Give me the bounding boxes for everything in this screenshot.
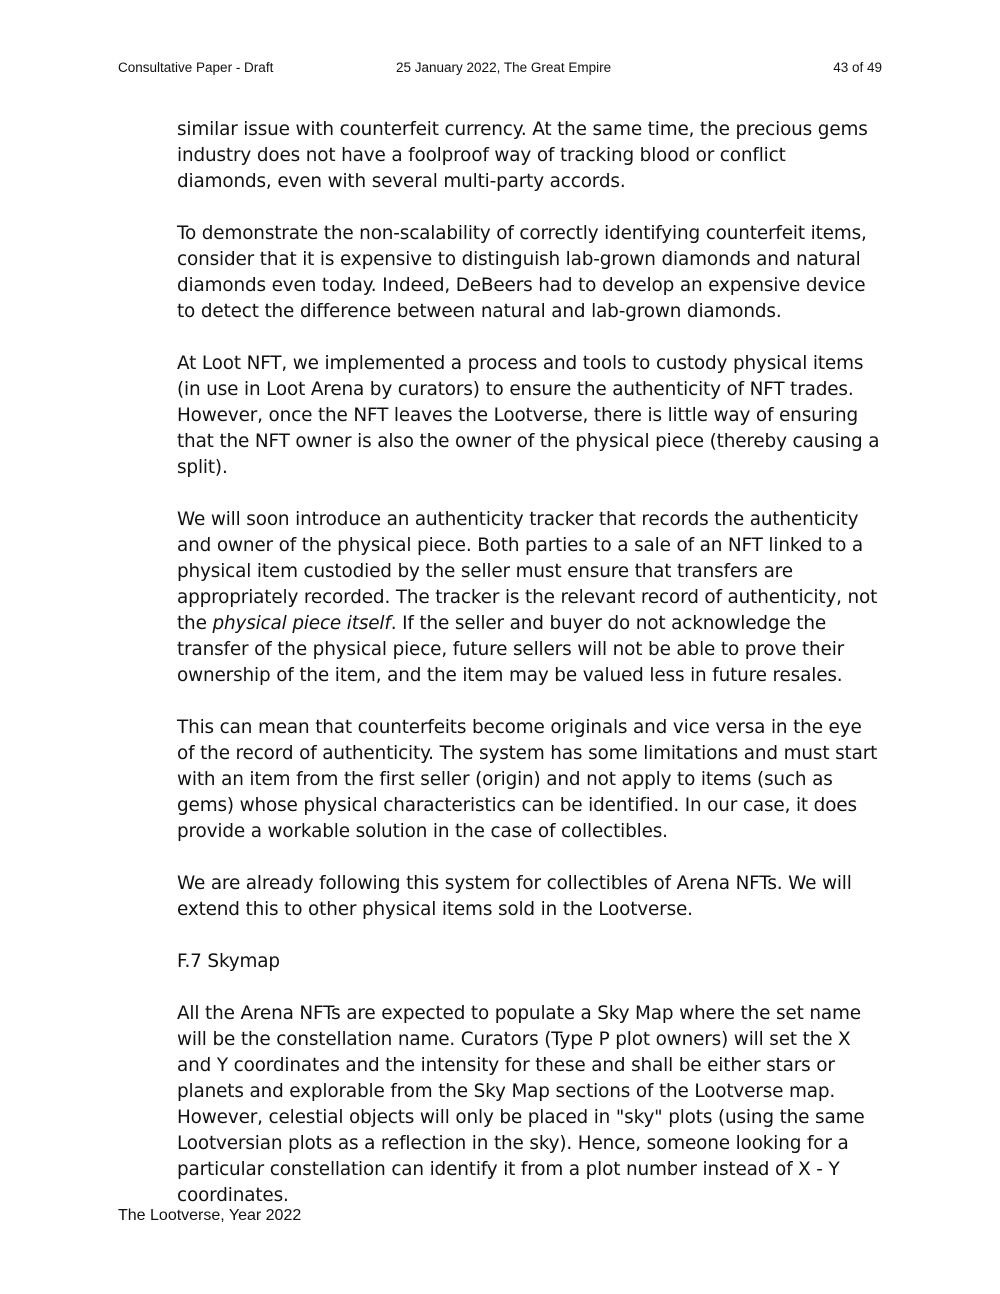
header-date-location: 25 January 2022, The Great Empire bbox=[396, 60, 612, 75]
paragraph-sky-map: All the Arena NFTs are expected to populate a Sky Map where the set name will be the constellation name. Curators (Type P plot owners) will set the X and Y coordinates and the intensity for these and shall be either stars or planets and explorable from the Sky Map sections of the Lootverse map. However, celestial objects will only be placed in "sky" plots (using the same Lootversian plots as a reflection in the sky). Hence, someone looking for a particular constellation can identify it from a plot number instead of X - Y coordinates. bbox=[177, 1003, 865, 1206]
paragraph-counterfeit-currency: similar issue with counterfeit currency. At the same time, the precious gems industry does not have a foolproof way of tracking blood or conflict diamonds, even with several multi-party accords. bbox=[177, 119, 868, 192]
paragraph-lab-grown-diamonds: To demonstrate the non-scalability of correctly identifying counterfeit items, consider that it is expensive to distinguish lab-grown diamonds and natural diamonds even today. Indeed, DeBeers had to develop an expensive device to detect the difference between natural and lab-grown diamonds. bbox=[177, 223, 867, 322]
section-heading-skymap: F.7 Skymap bbox=[177, 951, 280, 972]
page-footer: The Lootverse, Year 2022 bbox=[118, 1207, 302, 1224]
italic-emphasis: physical piece itself bbox=[212, 613, 391, 634]
header-page-number: 43 of 49 bbox=[833, 60, 882, 75]
paragraph-text: . If the seller and buyer do not acknowledge the transfer of the physical piece, future sellers will not be able to prove their ownership of the item, and the item may be valued less in future resales. bbox=[177, 613, 845, 686]
paragraph-text: We will soon introduce an authenticity tracker that records the authenticity and owner of the physical piece. Both parties to a sale of an NFT linked to a physical item custodied by the seller must ensure that transfers are appropriately recorded. The tracker is the relevant record of authenticity, not the bbox=[177, 509, 878, 634]
page-header bbox=[118, 59, 882, 77]
paragraph-record-of-authenticity: This can mean that counterfeits become originals and vice versa in the eye of the record of authenticity. The system has some limitations and must start with an item from the first seller (origin) and not apply to items (such as gems) whose physical characteristics can be identified. In our case, it does provide a workable solution in the case of collectibles. bbox=[177, 717, 878, 842]
document-body bbox=[177, 117, 883, 1235]
paragraph-authenticity-tracker bbox=[177, 507, 883, 689]
paragraph-loot-nft-custody: At Loot NFT, we implemented a process and tools to custody physical items (in use in Loot Arena by curators) to ensure the authenticity of NFT trades. However, once the NFT leaves the Lootverse, there is little way of ensuring that the NFT owner is also the owner of the physical piece (thereby causing a split). bbox=[177, 353, 880, 478]
paragraph-arena-collectibles: We are already following this system for collectibles of Arena NFTs. We will extend this to other physical items sold in the Lootverse. bbox=[177, 873, 852, 920]
header-document-title: Consultative Paper - Draft bbox=[118, 60, 274, 75]
